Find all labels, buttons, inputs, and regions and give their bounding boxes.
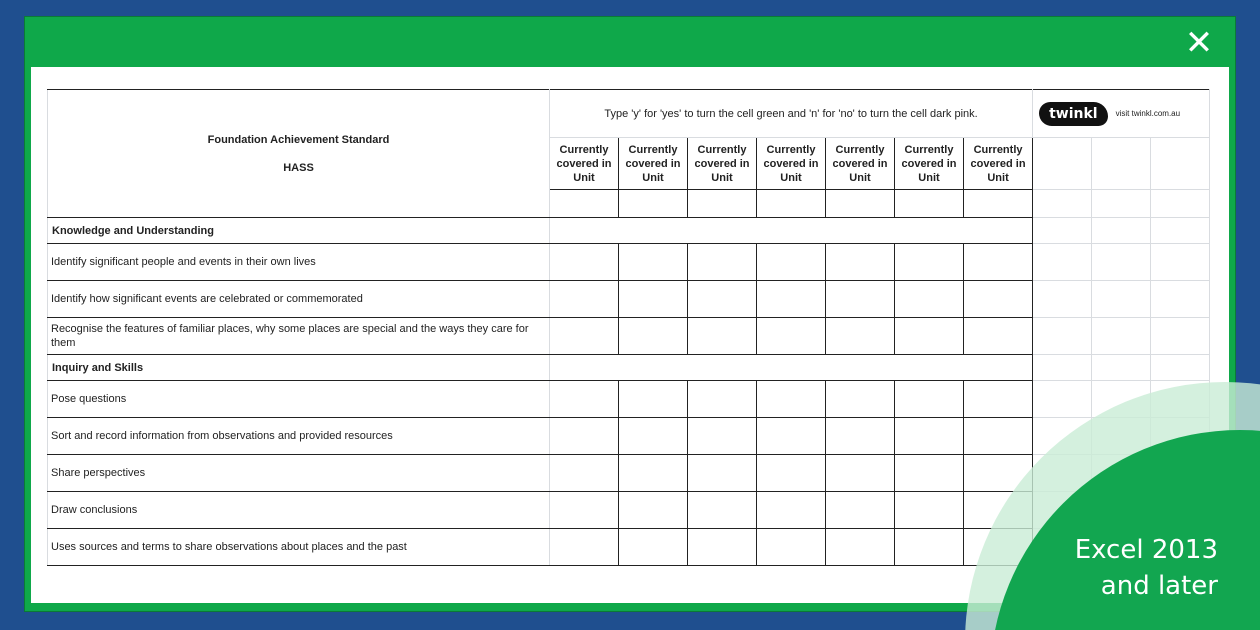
- empty-cell[interactable]: [1092, 138, 1151, 190]
- standard-item: Draw conclusions: [48, 492, 550, 529]
- empty-cell[interactable]: [1151, 281, 1210, 318]
- coverage-cell[interactable]: [895, 244, 964, 281]
- empty-cell[interactable]: [1033, 355, 1092, 381]
- column-header-7: Currently covered in Unit: [964, 138, 1033, 190]
- coverage-cell[interactable]: [688, 244, 757, 281]
- section-heading: Knowledge and Understanding: [48, 218, 550, 244]
- header-blank-cell[interactable]: [964, 190, 1033, 218]
- empty-cell[interactable]: [1151, 190, 1210, 218]
- coverage-cell[interactable]: [550, 381, 619, 418]
- coverage-cell[interactable]: [895, 281, 964, 318]
- coverage-cell[interactable]: [619, 281, 688, 318]
- coverage-cell[interactable]: [826, 418, 895, 455]
- coverage-cell[interactable]: [964, 418, 1033, 455]
- header-blank-cell[interactable]: [619, 190, 688, 218]
- empty-cell[interactable]: [1033, 218, 1092, 244]
- coverage-cell[interactable]: [826, 492, 895, 529]
- section-heading: Inquiry and Skills: [48, 355, 550, 381]
- coverage-cell[interactable]: [826, 381, 895, 418]
- badge-line-1: Excel 2013: [1074, 535, 1218, 565]
- empty-cell[interactable]: [1151, 138, 1210, 190]
- empty-cell[interactable]: [1033, 190, 1092, 218]
- coverage-cell[interactable]: [826, 244, 895, 281]
- coverage-cell[interactable]: [550, 244, 619, 281]
- coverage-cell[interactable]: [757, 244, 826, 281]
- column-header-4: Currently covered in Unit: [757, 138, 826, 190]
- coverage-cell[interactable]: [895, 318, 964, 355]
- empty-cell[interactable]: [1033, 281, 1092, 318]
- coverage-cell[interactable]: [550, 492, 619, 529]
- empty-cell[interactable]: [1092, 190, 1151, 218]
- standard-item: Uses sources and terms to share observations about places and the past: [48, 529, 550, 566]
- column-header-6: Currently covered in Unit: [895, 138, 964, 190]
- empty-cell[interactable]: [1151, 355, 1210, 381]
- coverage-cell[interactable]: [826, 281, 895, 318]
- coverage-cell[interactable]: [619, 455, 688, 492]
- empty-cell[interactable]: [1033, 244, 1092, 281]
- coverage-cell[interactable]: [688, 281, 757, 318]
- section-span-cell[interactable]: [550, 218, 1033, 244]
- empty-cell[interactable]: [1092, 244, 1151, 281]
- coverage-cell[interactable]: [688, 318, 757, 355]
- coverage-cell[interactable]: [619, 529, 688, 566]
- section-span-cell[interactable]: [550, 355, 1033, 381]
- coverage-cell[interactable]: [619, 381, 688, 418]
- twinkl-logo-mark: twinkl: [1039, 102, 1108, 126]
- empty-cell[interactable]: [1151, 244, 1210, 281]
- standard-item: Identify how significant events are celebrated or commemorated: [48, 281, 550, 318]
- coverage-cell[interactable]: [619, 244, 688, 281]
- coverage-cell[interactable]: [964, 281, 1033, 318]
- coverage-cell[interactable]: [964, 381, 1033, 418]
- coverage-cell[interactable]: [895, 418, 964, 455]
- empty-cell[interactable]: [1033, 138, 1092, 190]
- standard-item: Identify significant people and events in their own lives: [48, 244, 550, 281]
- empty-cell[interactable]: [1092, 281, 1151, 318]
- empty-cell[interactable]: [1092, 318, 1151, 355]
- coverage-cell[interactable]: [619, 318, 688, 355]
- coverage-cell[interactable]: [757, 455, 826, 492]
- header-blank-cell[interactable]: [826, 190, 895, 218]
- coverage-cell[interactable]: [688, 418, 757, 455]
- coverage-cell[interactable]: [550, 455, 619, 492]
- coverage-cell[interactable]: [688, 381, 757, 418]
- coverage-cell[interactable]: [757, 318, 826, 355]
- twinkl-logo: [1033, 90, 1210, 138]
- coverage-cell[interactable]: [964, 244, 1033, 281]
- column-header-5: Currently covered in Unit: [826, 138, 895, 190]
- coverage-cell[interactable]: [550, 418, 619, 455]
- standard-item: Recognise the features of familiar places, why some places are special and the ways they care for them: [48, 318, 550, 355]
- coverage-cell[interactable]: [826, 318, 895, 355]
- title-line-1: Foundation Achievement Standard: [207, 133, 390, 146]
- coverage-cell[interactable]: [826, 529, 895, 566]
- coverage-cell[interactable]: [895, 381, 964, 418]
- close-icon[interactable]: ✕: [1184, 23, 1214, 63]
- coverage-cell[interactable]: [688, 455, 757, 492]
- coverage-cell[interactable]: [895, 455, 964, 492]
- coverage-cell[interactable]: [619, 418, 688, 455]
- coverage-cell[interactable]: [688, 529, 757, 566]
- header-blank-cell[interactable]: [550, 190, 619, 218]
- twinkl-url: visit twinkl.com.au: [1115, 109, 1181, 118]
- coverage-cell[interactable]: [964, 318, 1033, 355]
- empty-cell[interactable]: [1033, 381, 1092, 418]
- empty-cell[interactable]: [1033, 318, 1092, 355]
- coverage-cell[interactable]: [550, 281, 619, 318]
- sheet-title: [48, 90, 550, 218]
- coverage-cell[interactable]: [757, 418, 826, 455]
- empty-cell[interactable]: [1151, 318, 1210, 355]
- coverage-cell[interactable]: [688, 492, 757, 529]
- standard-item: Share perspectives: [48, 455, 550, 492]
- badge-line-2: and later: [1100, 571, 1218, 601]
- header-blank-cell[interactable]: [895, 190, 964, 218]
- coverage-cell[interactable]: [619, 492, 688, 529]
- column-header-2: Currently covered in Unit: [619, 138, 688, 190]
- coverage-cell[interactable]: [757, 281, 826, 318]
- empty-cell[interactable]: [1092, 218, 1151, 244]
- coverage-cell[interactable]: [757, 381, 826, 418]
- coverage-cell[interactable]: [826, 455, 895, 492]
- standard-item: Sort and record information from observations and provided resources: [48, 418, 550, 455]
- header-blank-cell[interactable]: [757, 190, 826, 218]
- coverage-cell[interactable]: [895, 492, 964, 529]
- column-header-3: Currently covered in Unit: [688, 138, 757, 190]
- column-header-1: Currently covered in Unit: [550, 138, 619, 190]
- coverage-cell[interactable]: [550, 529, 619, 566]
- empty-cell[interactable]: [1151, 218, 1210, 244]
- standard-item: Pose questions: [48, 381, 550, 418]
- coverage-cell[interactable]: [757, 529, 826, 566]
- coverage-cell[interactable]: [895, 529, 964, 566]
- coverage-cell[interactable]: [757, 492, 826, 529]
- coverage-cell[interactable]: [550, 318, 619, 355]
- header-blank-cell[interactable]: [688, 190, 757, 218]
- version-badge-text: [1075, 532, 1218, 604]
- empty-cell[interactable]: [1092, 355, 1151, 381]
- instruction-text: Type 'y' for 'yes' to turn the cell green and 'n' for 'no' to turn the cell dark pink.: [550, 90, 1033, 138]
- title-line-2: HASS: [283, 161, 314, 174]
